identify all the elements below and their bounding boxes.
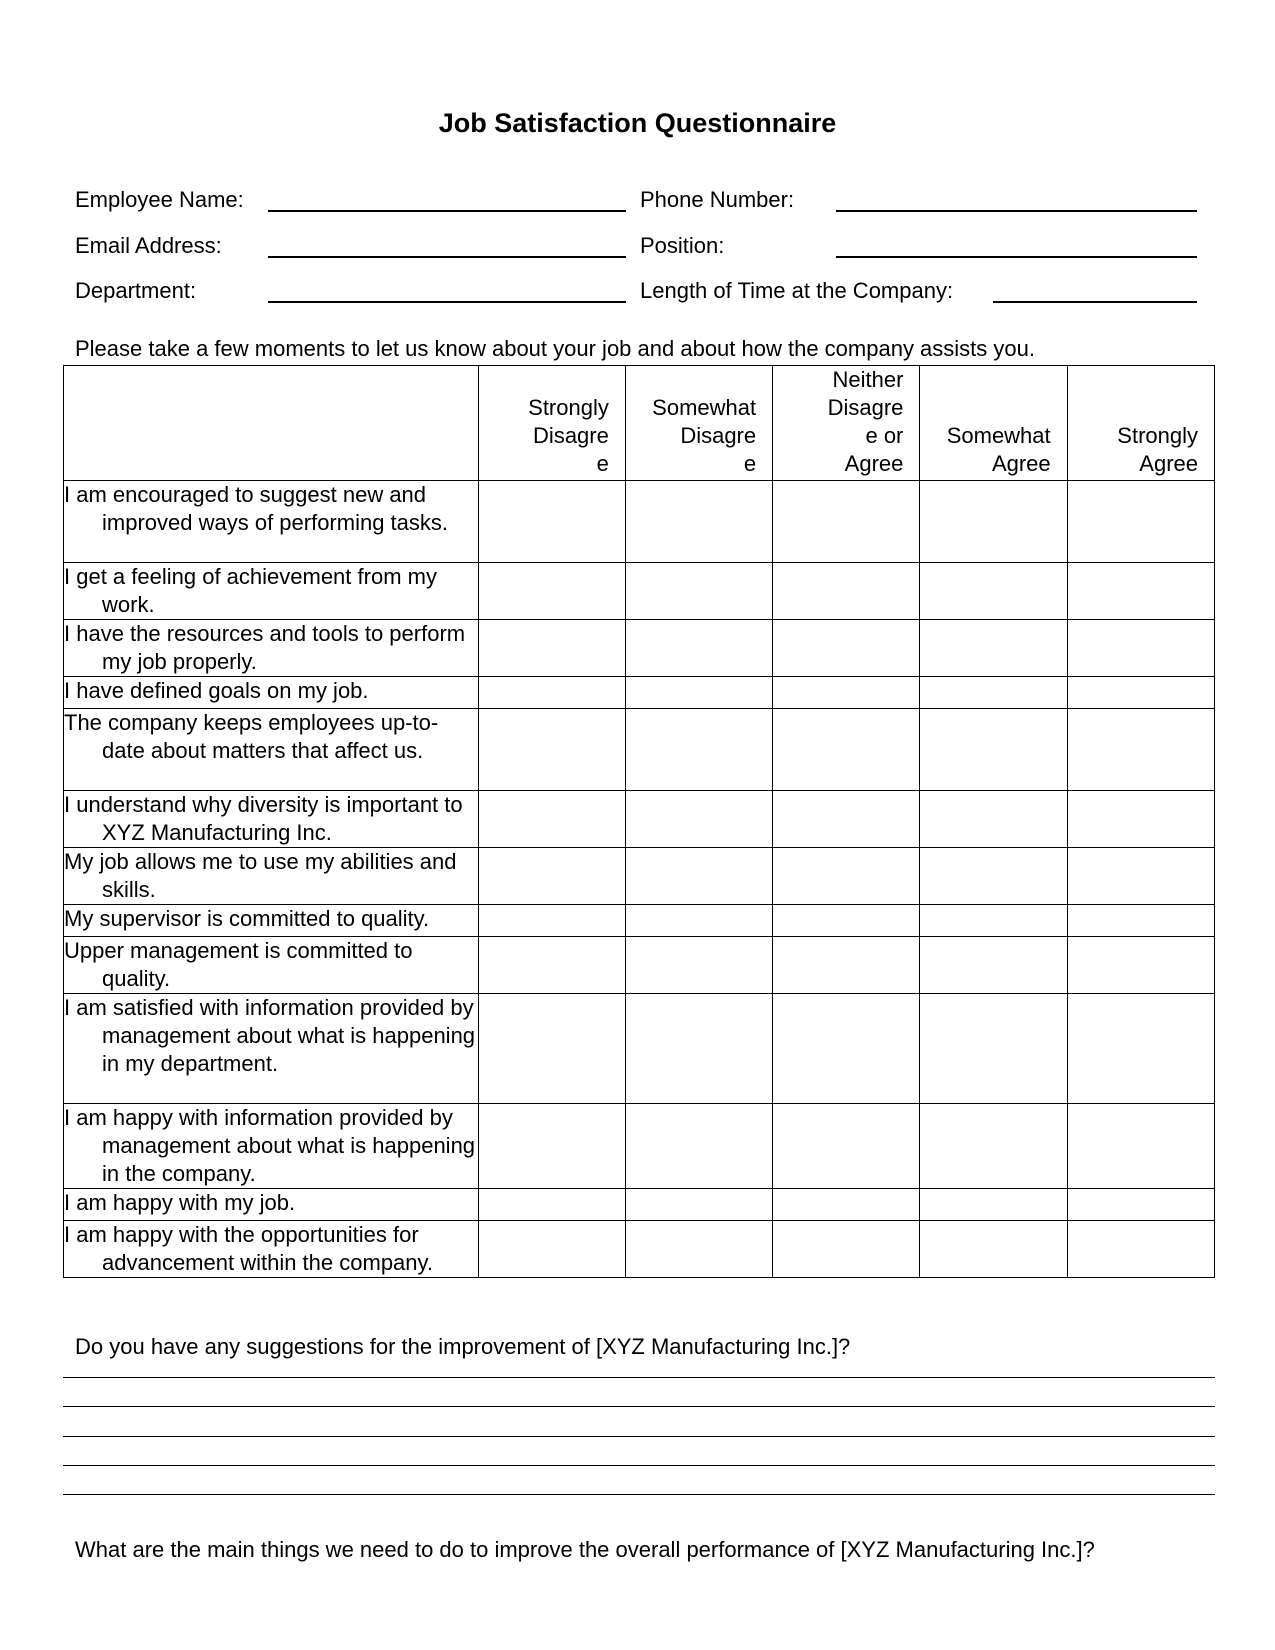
- statement-cell: [64, 1189, 479, 1221]
- rating-cell[interactable]: [478, 677, 625, 709]
- rating-cell[interactable]: [1067, 709, 1214, 791]
- rating-cell[interactable]: [478, 620, 625, 677]
- scale-header: [773, 366, 920, 481]
- scale-header-line: Agree: [844, 451, 904, 476]
- scale-header: [625, 366, 772, 481]
- rating-cell[interactable]: [920, 994, 1067, 1104]
- rating-cell[interactable]: [625, 677, 772, 709]
- scale-header-line: Somewhat: [652, 395, 757, 420]
- rating-cell[interactable]: [773, 848, 920, 905]
- scale-header-line: Somewhat: [946, 423, 1051, 448]
- rating-cell[interactable]: [920, 848, 1067, 905]
- rating-cell[interactable]: [773, 994, 920, 1104]
- rating-cell[interactable]: [920, 905, 1067, 937]
- scale-header-line: Strongly: [528, 395, 609, 420]
- rating-cell[interactable]: [625, 994, 772, 1104]
- rating-cell[interactable]: [625, 1189, 772, 1221]
- intro-text: Please take a few moments to let us know about your job and about how the company assists you.: [75, 336, 1035, 361]
- suggestions-answer-line[interactable]: [63, 1436, 1215, 1437]
- scale-header-line: Disagre: [533, 423, 609, 448]
- statement-cell: [64, 481, 479, 563]
- rating-cell[interactable]: [625, 791, 772, 848]
- rating-cell[interactable]: [920, 937, 1067, 994]
- rating-cell[interactable]: [625, 905, 772, 937]
- length-of-time-label: Length of Time at the Company:: [640, 278, 954, 303]
- statement-cell: [64, 791, 479, 848]
- statement-text: I am happy with my job.: [64, 1190, 296, 1215]
- statement-row: [64, 905, 1215, 937]
- phone-number-label: Phone Number:: [640, 187, 795, 212]
- improvement-question: What are the main things we need to do to improve the overall performance of [XYZ Manufacturing Inc.]?: [75, 1537, 1095, 1562]
- statement-text: The company keeps employees up-to-date about matters that affect us.: [64, 710, 439, 763]
- rating-cell[interactable]: [625, 620, 772, 677]
- suggestions-answer-line[interactable]: [63, 1494, 1215, 1495]
- rating-cell[interactable]: [920, 677, 1067, 709]
- rating-cell[interactable]: [773, 1104, 920, 1189]
- statement-text: Upper management is committed to quality.: [64, 938, 413, 991]
- rating-cell[interactable]: [1067, 848, 1214, 905]
- rating-cell[interactable]: [1067, 1221, 1214, 1278]
- email-address-label: Email Address:: [75, 233, 222, 258]
- rating-cell[interactable]: [773, 563, 920, 620]
- statement-cell: [64, 994, 479, 1104]
- rating-cell[interactable]: [625, 709, 772, 791]
- rating-cell[interactable]: [773, 937, 920, 994]
- statement-cell: [64, 905, 479, 937]
- statement-row: [64, 937, 1215, 994]
- rating-cell[interactable]: [1067, 905, 1214, 937]
- suggestions-answer-line[interactable]: [63, 1465, 1215, 1466]
- rating-cell[interactable]: [478, 937, 625, 994]
- statement-row: [64, 1104, 1215, 1189]
- statement-text: I have defined goals on my job.: [64, 678, 369, 703]
- scale-header: [1067, 366, 1214, 481]
- suggestions-answer-line[interactable]: [63, 1406, 1215, 1407]
- scale-header-label: [920, 422, 1066, 478]
- statement-cell: [64, 1221, 479, 1278]
- rating-cell[interactable]: [920, 1104, 1067, 1189]
- statement-text: I understand why diversity is important to XYZ Manufacturing Inc.: [64, 792, 463, 845]
- rating-cell[interactable]: [478, 1104, 625, 1189]
- statement-row: [64, 994, 1215, 1104]
- page-title: Job Satisfaction Questionnaire: [438, 108, 837, 138]
- rating-cell[interactable]: [920, 791, 1067, 848]
- rating-cell[interactable]: [478, 994, 625, 1104]
- scale-header-line: Neither: [832, 367, 904, 392]
- department-label: Department:: [75, 278, 197, 303]
- statement-text: I am encouraged to suggest new and improved ways of performing tasks.: [64, 482, 449, 535]
- header-row: [64, 366, 1215, 481]
- rating-cell[interactable]: [1067, 620, 1214, 677]
- rating-cell[interactable]: [920, 709, 1067, 791]
- rating-cell[interactable]: [478, 481, 625, 563]
- statement-column-header: [64, 366, 479, 481]
- statement-text: I get a feeling of achievement from my work.: [64, 564, 437, 617]
- scale-header-line: Agree: [1139, 451, 1198, 476]
- rating-cell[interactable]: [773, 677, 920, 709]
- rating-cell[interactable]: [625, 848, 772, 905]
- scale-header-line: Strongly: [1117, 423, 1198, 448]
- rating-cell[interactable]: [920, 1221, 1067, 1278]
- statement-cell: [64, 620, 479, 677]
- statement-row: [64, 848, 1215, 905]
- rating-cell[interactable]: [1067, 1104, 1214, 1189]
- rating-cell[interactable]: [625, 563, 772, 620]
- employee-name-field[interactable]: [268, 210, 626, 212]
- scale-header-label: [773, 366, 919, 478]
- rating-cell[interactable]: [478, 905, 625, 937]
- position-label: Position:: [640, 233, 725, 258]
- statement-cell: [64, 677, 479, 709]
- rating-cell[interactable]: [773, 791, 920, 848]
- statement-text: I have the resources and tools to perform my job properly.: [64, 621, 466, 674]
- statement-row: [64, 620, 1215, 677]
- statement-text: I am satisfied with information provided by management about what is happening in my department.: [64, 995, 476, 1076]
- rating-cell[interactable]: [478, 709, 625, 791]
- scale-header-line: e or: [865, 423, 904, 448]
- suggestions-answer-line[interactable]: [63, 1377, 1215, 1378]
- rating-cell[interactable]: [1067, 994, 1214, 1104]
- length-of-time-field[interactable]: [993, 301, 1197, 303]
- rating-cell[interactable]: [920, 620, 1067, 677]
- rating-cell[interactable]: [920, 481, 1067, 563]
- rating-cell[interactable]: [478, 1189, 625, 1221]
- statement-text: My job allows me to use my abilities and skills.: [64, 849, 457, 902]
- statement-text: My supervisor is committed to quality.: [64, 906, 430, 931]
- rating-cell[interactable]: [478, 1221, 625, 1278]
- position-field[interactable]: [836, 256, 1197, 258]
- scale-header-line: Disagre: [680, 423, 757, 448]
- statement-text: I am happy with the opportunities for advancement within the company.: [64, 1222, 433, 1275]
- rating-cell[interactable]: [773, 709, 920, 791]
- rating-cell[interactable]: [478, 848, 625, 905]
- scale-header-label: [626, 394, 772, 478]
- rating-cell[interactable]: [1067, 677, 1214, 709]
- statement-row: [64, 563, 1215, 620]
- statement-row: [64, 677, 1215, 709]
- department-field[interactable]: [268, 301, 626, 303]
- rating-cell[interactable]: [773, 1221, 920, 1278]
- statement-row: [64, 481, 1215, 563]
- rating-cell[interactable]: [920, 1189, 1067, 1221]
- rating-cell[interactable]: [1067, 481, 1214, 563]
- statement-row: [64, 791, 1215, 848]
- email-address-field[interactable]: [268, 256, 626, 258]
- scale-header-label: [1068, 422, 1214, 478]
- employee-name-label: Employee Name:: [75, 187, 244, 212]
- statement-cell: [64, 563, 479, 620]
- rating-cell[interactable]: [478, 563, 625, 620]
- statement-cell: [64, 937, 479, 994]
- rating-cell[interactable]: [1067, 937, 1214, 994]
- rating-cell[interactable]: [773, 481, 920, 563]
- statement-cell: [64, 1104, 479, 1189]
- statement-row: [64, 1189, 1215, 1221]
- statement-row: [64, 709, 1215, 791]
- scale-header-line: e: [596, 451, 609, 476]
- rating-cell[interactable]: [773, 1189, 920, 1221]
- rating-cell[interactable]: [1067, 791, 1214, 848]
- rating-cell[interactable]: [625, 1221, 772, 1278]
- scale-header-line: Agree: [991, 451, 1051, 476]
- rating-cell[interactable]: [1067, 1189, 1214, 1221]
- scale-header-line: Disagre: [827, 395, 904, 420]
- statement-cell: [64, 709, 479, 791]
- rating-cell[interactable]: [920, 563, 1067, 620]
- rating-cell[interactable]: [625, 1104, 772, 1189]
- scale-header-label: [479, 394, 625, 478]
- rating-table: [63, 365, 1215, 1278]
- statement-row: [64, 1221, 1215, 1278]
- rating-cell[interactable]: [1067, 563, 1214, 620]
- scale-header: [920, 366, 1067, 481]
- rating-cell[interactable]: [625, 481, 772, 563]
- rating-cell[interactable]: [773, 620, 920, 677]
- rating-cell[interactable]: [773, 905, 920, 937]
- scale-header-line: e: [743, 451, 757, 476]
- phone-number-field[interactable]: [836, 210, 1197, 212]
- statement-text: I am happy with information provided by management about what is happening in the company.: [64, 1105, 476, 1186]
- statement-cell: [64, 848, 479, 905]
- scale-header: [478, 366, 625, 481]
- rating-cell[interactable]: [478, 791, 625, 848]
- suggestions-question: Do you have any suggestions for the improvement of [XYZ Manufacturing Inc.]?: [75, 1334, 851, 1359]
- rating-cell[interactable]: [625, 937, 772, 994]
